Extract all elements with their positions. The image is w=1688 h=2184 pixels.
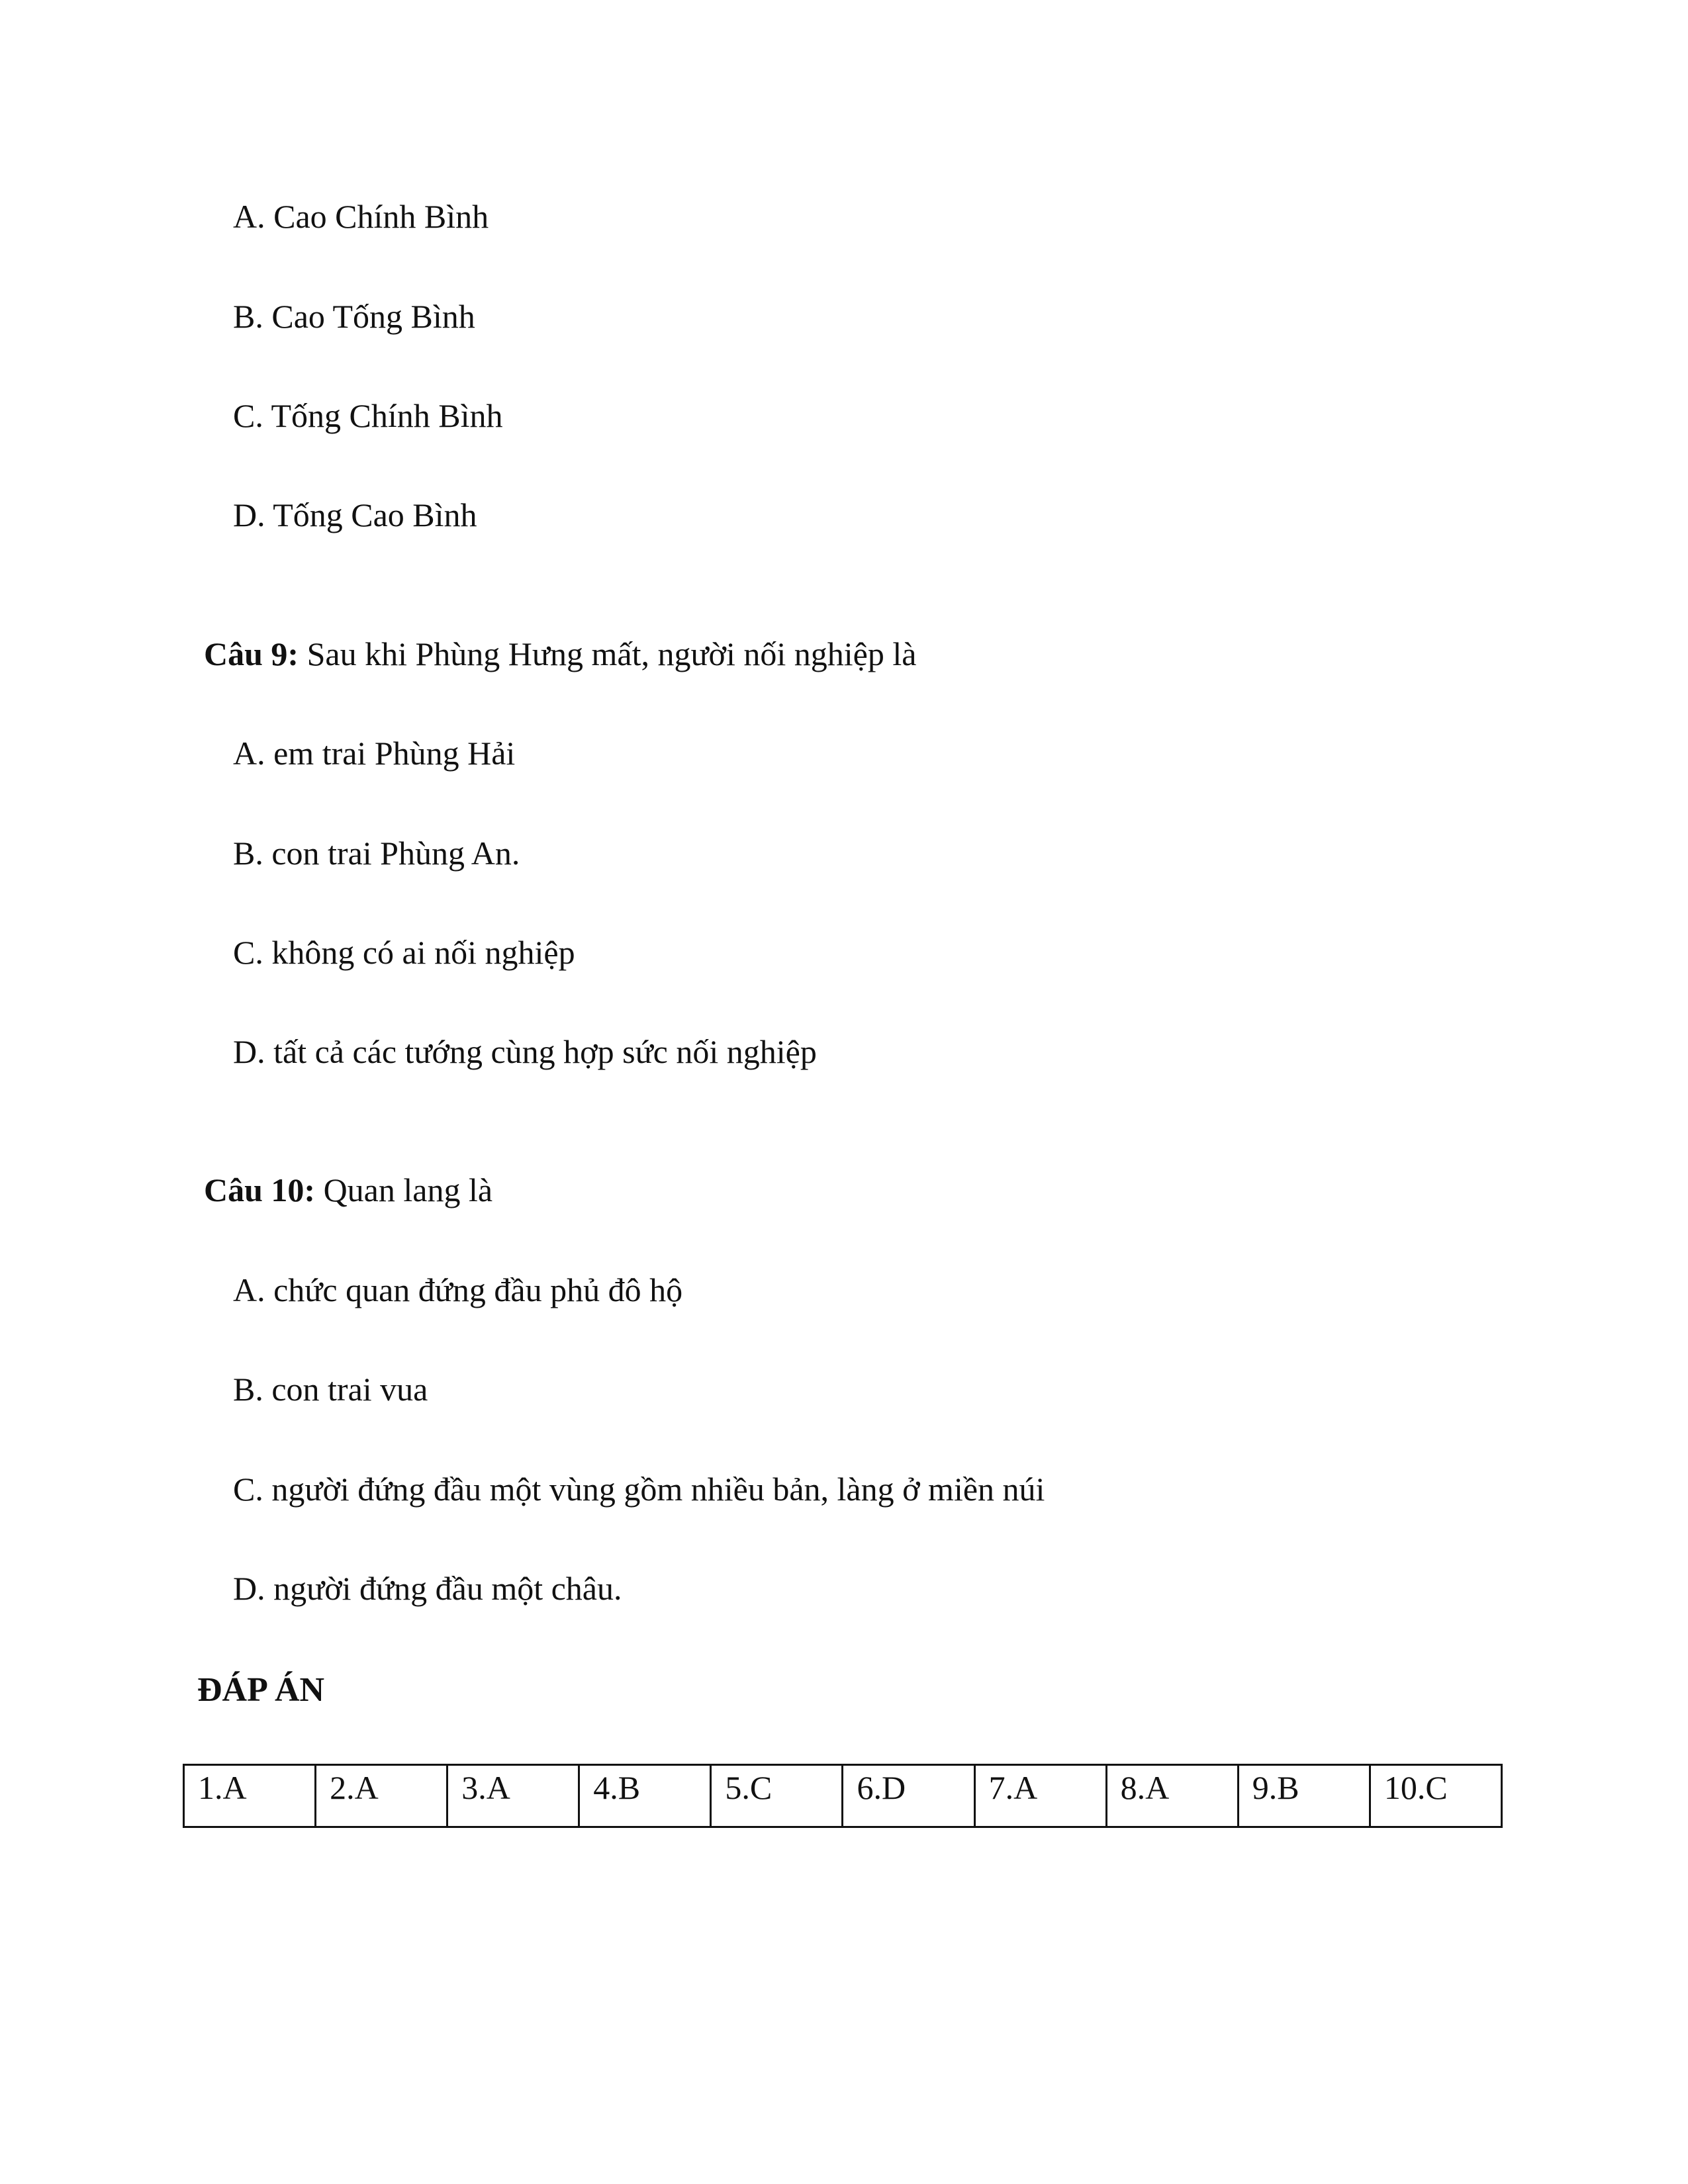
q8-option-c: C. Tống Chính Bình: [233, 397, 503, 434]
answer-cell-8: 8.A: [1106, 1765, 1238, 1827]
question-9-label: Câu 9:: [204, 635, 299, 672]
question-10-text: Quan lang là: [315, 1171, 493, 1208]
answer-cell-9: 9.B: [1238, 1765, 1370, 1827]
q10-option-c: C. người đứng đầu một vùng gồm nhiều bản, làng ở miền núi: [233, 1471, 1045, 1508]
answer-cell-3: 3.A: [447, 1765, 579, 1827]
answer-cell-4: 4.B: [579, 1765, 711, 1827]
q9-option-b: B. con trai Phùng An.: [233, 835, 520, 872]
answers-title: ĐÁP ÁN: [197, 1671, 325, 1709]
q9-option-c: C. không có ai nối nghiệp: [233, 934, 575, 971]
question-10-label: Câu 10:: [204, 1171, 316, 1208]
q8-option-a: A. Cao Chính Bình: [233, 198, 489, 235]
question-9: [204, 637, 916, 670]
question-9-text: Sau khi Phùng Hưng mất, người nối nghiệp là: [299, 635, 917, 672]
q10-option-d: D. người đứng đầu một châu.: [233, 1570, 622, 1607]
answer-cell-2: 2.A: [316, 1765, 447, 1827]
q10-option-b: B. con trai vua: [233, 1371, 428, 1408]
answers-table: [183, 1764, 1503, 1828]
answer-cell-6: 6.D: [843, 1765, 974, 1827]
q9-option-a: A. em trai Phùng Hải: [233, 735, 516, 772]
q8-option-b: B. Cao Tống Bình: [233, 298, 475, 335]
answers-row: [184, 1765, 1502, 1827]
q8-option-d: D. Tống Cao Bình: [233, 496, 477, 533]
answer-cell-5: 5.C: [711, 1765, 843, 1827]
answer-cell-7: 7.A: [974, 1765, 1106, 1827]
answer-cell-10: 10.C: [1370, 1765, 1501, 1827]
question-10: [204, 1173, 492, 1206]
q9-option-d: D. tất cả các tướng cùng hợp sức nối nghiệp: [233, 1033, 817, 1070]
answer-cell-1: 1.A: [184, 1765, 316, 1827]
q10-option-a: A. chức quan đứng đầu phủ đô hộ: [233, 1271, 683, 1308]
